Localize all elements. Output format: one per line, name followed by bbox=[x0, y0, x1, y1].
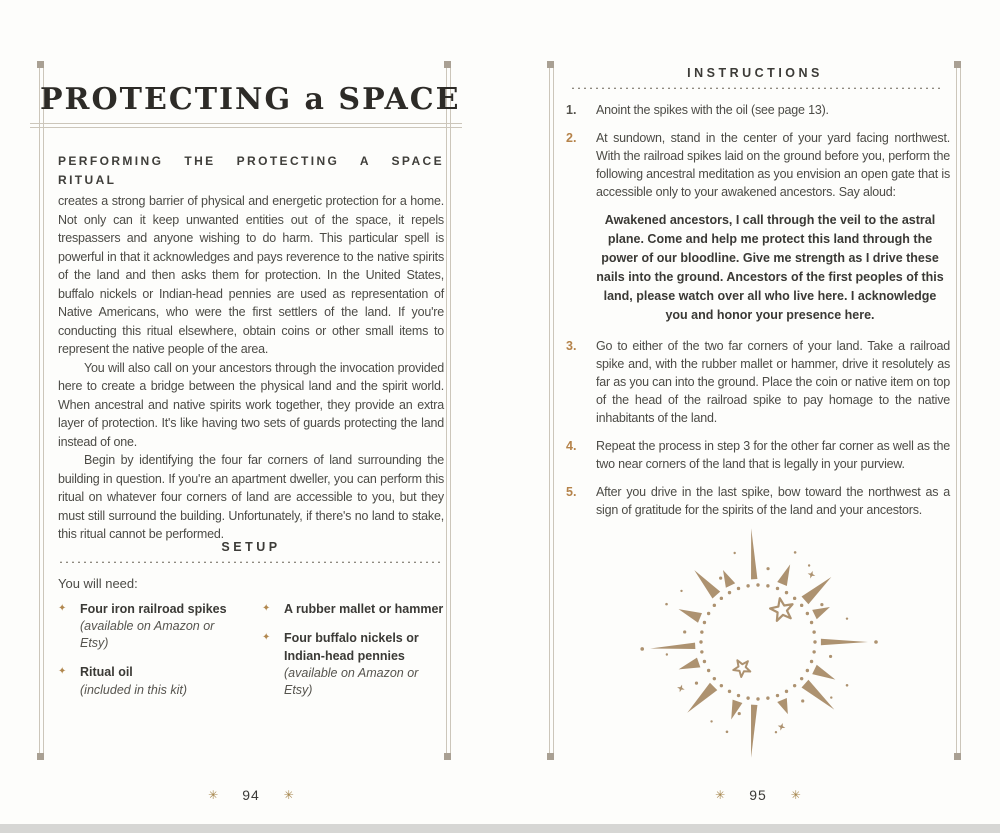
star-icon: ✳ bbox=[283, 788, 294, 802]
corner-mark bbox=[37, 61, 44, 68]
instructions-divider bbox=[570, 86, 940, 89]
left-page-left-rule bbox=[39, 66, 44, 756]
supply-note: (available on Amazon or Etsy) bbox=[80, 619, 215, 650]
diamond-bullet-icon: ✦ bbox=[262, 632, 271, 643]
bottom-edge bbox=[0, 824, 1000, 833]
supply-note: (available on Amazon or Etsy) bbox=[284, 666, 419, 697]
sun-illustration bbox=[630, 524, 886, 764]
supply-name: Four iron railroad spikes bbox=[80, 602, 227, 616]
right-page-footer bbox=[566, 787, 950, 803]
corner-mark bbox=[954, 753, 961, 760]
step-text: At sundown, stand in the center of your yard facing northwest. With the railroad spikes laid on the ground before you, perform the following ancestral meditation as you envision an open gate that is accessible only to your awakened ancestors. Say aloud: bbox=[596, 131, 950, 199]
supply-name: Four buffalo nickels or Indian-head pennies bbox=[284, 631, 419, 663]
step-text: Anoint the spikes with the oil (see page 13). bbox=[596, 103, 829, 117]
step-item bbox=[566, 437, 950, 473]
star-icon: ✳ bbox=[790, 788, 801, 802]
instructions-heading: INSTRUCTIONS bbox=[687, 66, 823, 80]
step-item bbox=[566, 129, 950, 201]
step-text: After you drive in the last spike, bow toward the northwest as a sign of gratitude for the spirits of the land and your ancestors. bbox=[596, 485, 950, 517]
corner-mark bbox=[547, 753, 554, 760]
page-number-right: 95 bbox=[749, 787, 767, 803]
diamond-bullet-icon: ✦ bbox=[262, 603, 271, 614]
supply-item bbox=[262, 600, 444, 618]
step-item bbox=[566, 483, 950, 519]
step-number: 2. bbox=[566, 131, 577, 145]
step-number: 4. bbox=[566, 439, 577, 453]
right-page-left-rule bbox=[549, 66, 554, 756]
step-number: 5. bbox=[566, 485, 577, 499]
description-paragraph-2: You will also call on your ancestors through the invocation provided here to create a bridge between the physical land and the spirit world. When ancestral and native spirits work together, they provide an extra layer of protection. It's like having two sets of guards protecting the land instead of one. bbox=[58, 360, 444, 449]
corner-mark bbox=[444, 61, 451, 68]
page-number-left: 94 bbox=[242, 787, 260, 803]
steps-list bbox=[566, 101, 950, 529]
setup-divider bbox=[58, 560, 444, 563]
description-paragraph-1: PERFORMING THE PROTECTING A SPACE RITUAL creates a strong barrier of physical and energetic protection for a home. Not only can it keep unwanted entities out of the space, it repels trespassers and anyone wishing to do harm. This particular spell is powerful in that it acknowledges and pays reverence to the native spirits of the land and then asks them for protection. In the United States, buffalo nickels or Indian-head pennies are used as representation of Native Americans, who were the first settlers of the land. If you're conducting this ritual elsewhere, obtain coins or other small items to represent the native people of the area. bbox=[58, 154, 444, 356]
right-page-right-rule bbox=[956, 66, 961, 756]
setup-heading: SETUP bbox=[221, 540, 281, 554]
supply-note: (included in this kit) bbox=[80, 683, 187, 697]
step-number: 3. bbox=[566, 339, 577, 353]
corner-mark bbox=[37, 753, 44, 760]
supplies-list-col1 bbox=[58, 600, 253, 710]
performing-lead-in: PERFORMING THE PROTECTING A SPACE RITUAL bbox=[58, 154, 444, 187]
diamond-bullet-icon: ✦ bbox=[58, 666, 67, 677]
corner-mark bbox=[444, 753, 451, 760]
description-paragraph-3: Begin by identifying the four far corners of land surrounding the building in question. If you're an apartment dweller, you can perform this ritual on whatever four corners of land are accessible to you, but they must still surround the building. Unfortunately, if there's no land to stake, this ritual cannot be performed. bbox=[58, 453, 444, 541]
supply-name: A rubber mallet or hammer bbox=[284, 602, 444, 616]
ritual-description bbox=[58, 152, 444, 544]
corner-mark bbox=[547, 61, 554, 68]
step-text: Repeat the process in step 3 for the other far corner as well as the two near corners of the land that is legally in your purview. bbox=[596, 439, 950, 471]
corner-mark bbox=[954, 61, 961, 68]
title-divider bbox=[30, 123, 462, 128]
diamond-bullet-icon: ✦ bbox=[58, 603, 67, 614]
page-title: PROTECTING a SPACE bbox=[40, 82, 461, 118]
left-page-right-rule bbox=[446, 66, 451, 756]
star-icon: ✳ bbox=[715, 788, 726, 802]
supply-name: Ritual oil bbox=[80, 665, 133, 679]
step-item bbox=[566, 101, 950, 119]
invocation-block: Awakened ancestors, I call through the veil to the astral plane. Come and help me protect this land through the power of our bloodline. Give me strength as I drive these nails into the ground. Ancestors of the first peoples of this land, please watch over all who live here. I acknowledge you and honor your presence here. bbox=[596, 213, 944, 322]
you-will-need-label: You will need: bbox=[58, 576, 138, 591]
step-number: 1. bbox=[566, 103, 577, 117]
supply-item bbox=[262, 629, 444, 699]
step-text: Go to either of the two far corners of your land. Take a railroad spike and, with the rubber mallet or hammer, drive it resolutely as far as you can into the ground. Place the coin or native item on top of the head of the railroad spike to pay homage to the native inhabitants of the land. bbox=[596, 339, 950, 425]
supply-item bbox=[58, 600, 253, 652]
star-icon: ✳ bbox=[208, 788, 219, 802]
step-item bbox=[566, 337, 950, 427]
left-page-footer bbox=[58, 787, 444, 803]
supplies-list-col2 bbox=[262, 600, 444, 710]
supply-item bbox=[58, 663, 253, 699]
